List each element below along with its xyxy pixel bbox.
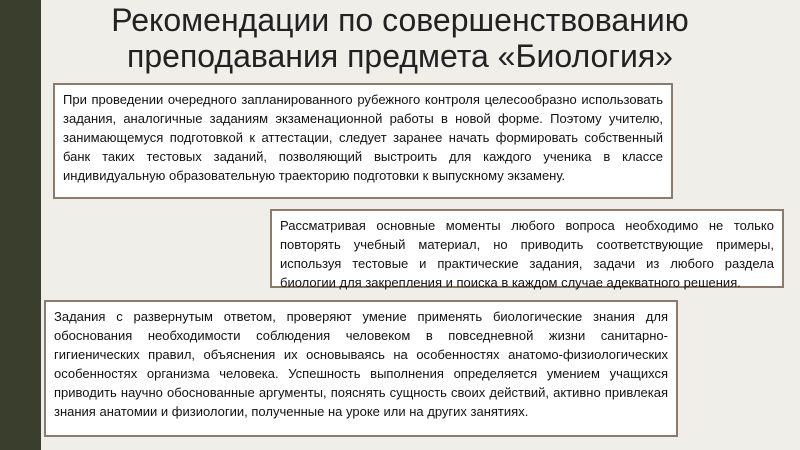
recommendation-text-box-2: Рассматривая основные моменты любого вопроса необходимо не только повторять учебный материал, но приводить соответствующие примеры, используя тестовые и практические задания, задачи из любого раздела биологии для закрепления и поиска в каждом случае адекватного решения. xyxy=(270,209,784,288)
slide-title: Рекомендации по совершенствованию преподавания предмета «Биология» xyxy=(111,2,689,74)
recommendation-text-box-1: При проведении очередного запланированного рубежного контроля целесообразно использовать задания, аналогичные заданиям экзаменационной работы в новой форме. Поэтому учителю, занимающемуся подготовкой к аттестации, следует заранее начать формировать собственный банк таких тестовых заданий, позволяющий выстроить для каждого ученика в классе индивидуальную образовательную траекторию подготовки к выпускному экзамену. xyxy=(53,83,673,199)
left-accent-bar xyxy=(0,0,41,450)
recommendation-text-box-3: Задания с развернутым ответом, проверяют умение применять биологические знания для обоснования необходимости соблюдения человеком в повседневной жизни санитарно-гигиенических правил, объяснения их основываясь на особенностях анатомо-физиологических особенностях организма человека. Успешность выполнения определяется умением учащихся приводить научно обоснованные аргументы, пояснять сущность своих действий, активно привлекая знания анатомии и физиологии, полученные на уроке или на других занятиях. xyxy=(44,300,678,437)
